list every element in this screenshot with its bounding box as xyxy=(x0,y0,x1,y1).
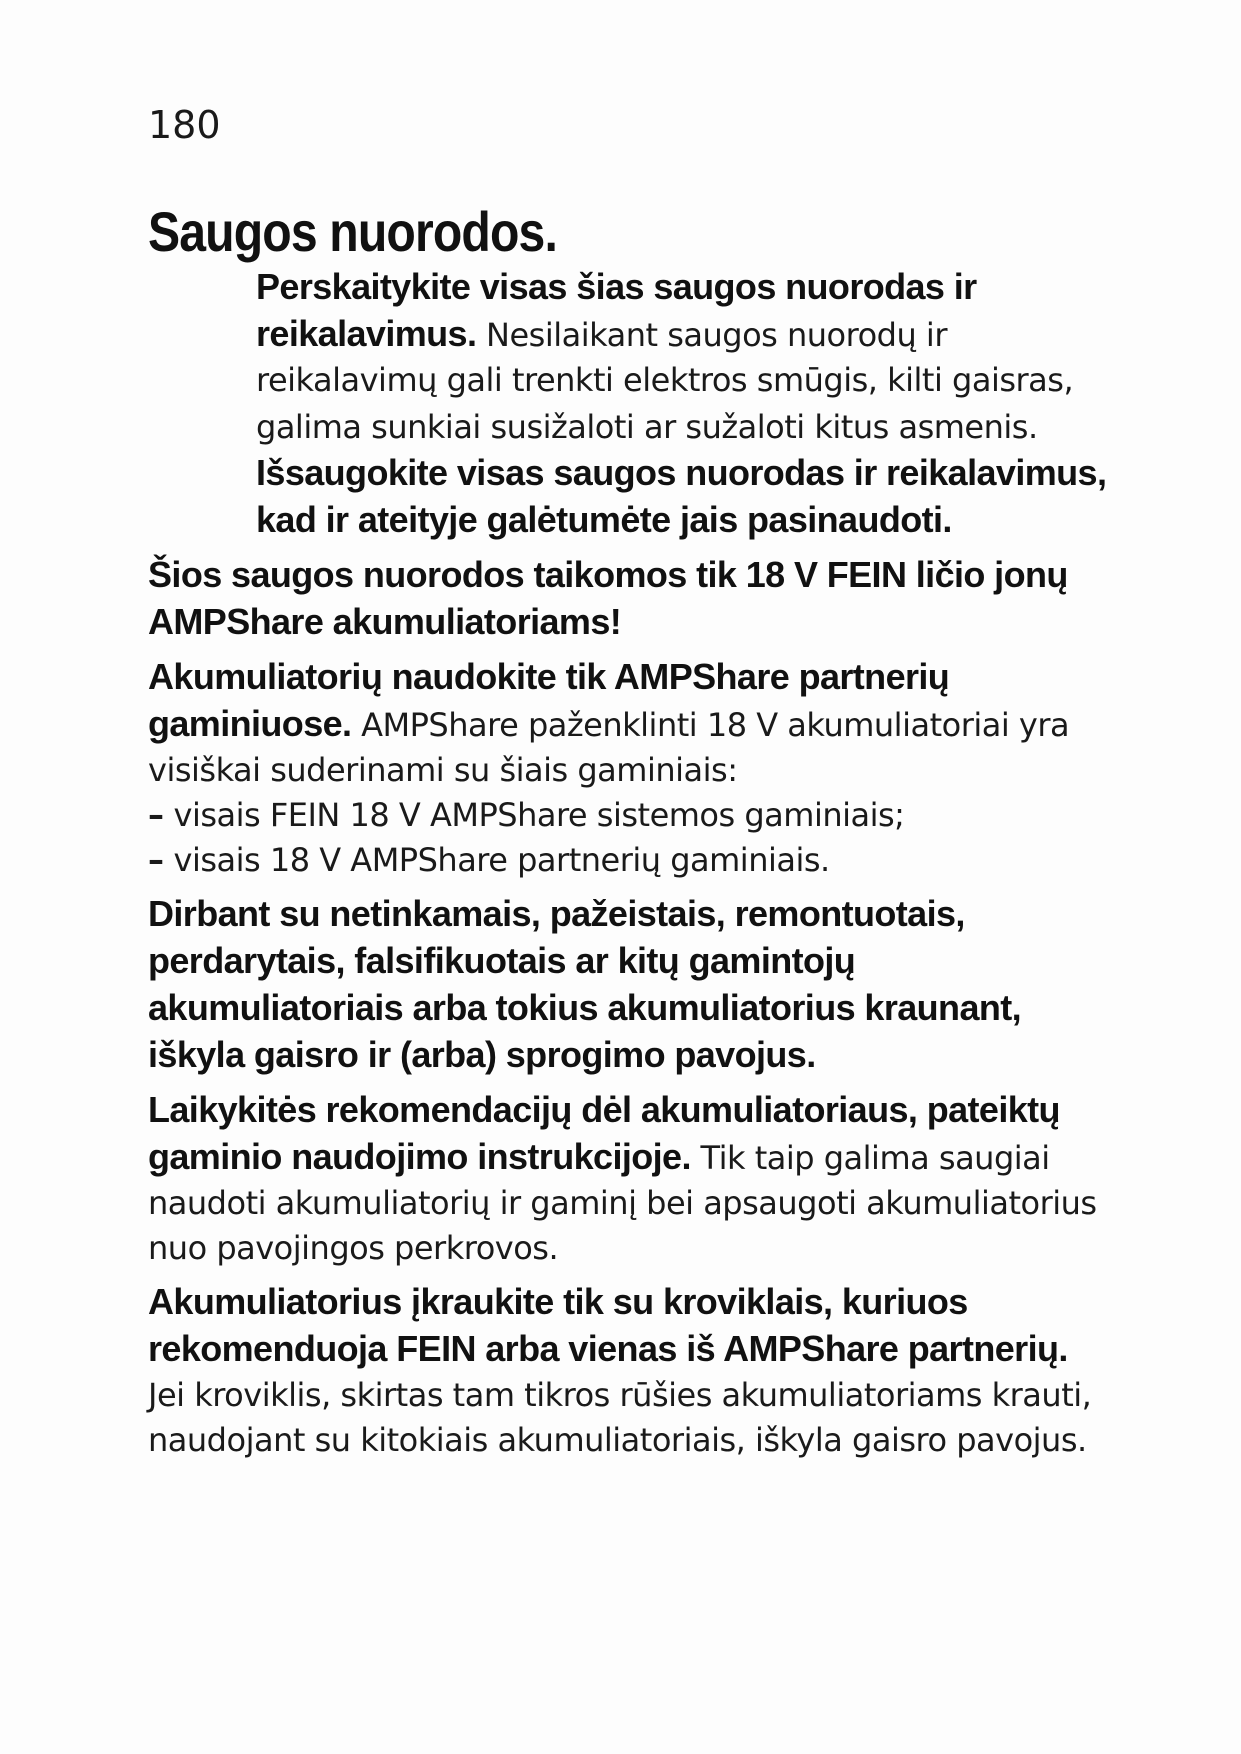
list-item-text: visais 18 V AMPShare partnerių gaminiais. xyxy=(173,841,830,879)
list-item xyxy=(148,838,1108,883)
dash-marker: – xyxy=(148,796,164,834)
compatible-products-list xyxy=(148,793,1108,883)
bold-text: Akumuliatorius įkraukite tik su kroviklais, kuriuos rekomenduoja FEIN arba vienas iš AMPShare partnerių. xyxy=(148,1281,1068,1369)
bold-text: Akumuliatorių naudokite tik AMPShare partnerių gaminiuose. xyxy=(148,656,950,744)
bold-text: Laikykitės rekomendacijų dėl akumuliatoriaus, pateiktų gaminio naudojimo instrukcijoje. xyxy=(148,1089,1060,1177)
page-number: 180 xyxy=(148,103,221,147)
body-text: Tik taip galima saugiai naudoti akumuliatorių ir gaminį bei apsaugoti akumuliatorius nuo pavojingos perkrovos. xyxy=(148,1139,1097,1267)
dash-marker: – xyxy=(148,841,164,879)
body-text: Nesilaikant saugos nuorodų ir reikalavimų gali trenkti elektros smūgis, kilti gaisras, galima sunkiai susižaloti ar sužaloti kitus asmenis. xyxy=(256,316,1074,446)
paragraph-unsuitable-batteries xyxy=(148,891,1108,1079)
paragraph-compatible-products xyxy=(148,654,1108,793)
page-title: Saugos nuorodos. xyxy=(148,200,557,263)
list-item-text: visais FEIN 18 V AMPShare sistemos gaminiais; xyxy=(173,796,905,834)
bold-text: Dirbant su netinkamais, pažeistais, remontuotais, perdarytais, falsifikuotais ar kitų gamintojų akumuliatoriais arba tokius akumuliatorius kraunant, iškyla gaisro ir (arba) sprogimo pavojus. xyxy=(148,893,1022,1075)
paragraph-recommendations xyxy=(148,1087,1108,1271)
paragraph-chargers xyxy=(148,1279,1108,1463)
body-text: Jei kroviklis, skirtas tam tikros rūšies akumuliatoriams krauti, naudojant su kitokiais akumuliatoriais, iškyla gaisro pavojus. xyxy=(148,1376,1092,1459)
safety-instructions xyxy=(148,264,1108,1471)
list-item xyxy=(148,793,1108,838)
paragraph-read-instructions xyxy=(148,264,1108,544)
body-text: AMPShare paženklinti 18 V akumuliatoriai yra visiškai suderinami su šiais gaminiais: xyxy=(148,706,1070,789)
bold-text: Perskaitykite visas šias saugos nuorodas ir reikalavimus. xyxy=(256,266,977,354)
bold-text: Šios saugos nuorodos taikomos tik 18 V FEIN ličio jonų AMPShare akumuliatoriams! xyxy=(148,554,1068,642)
bold-text: Išsaugokite visas saugos nuorodas ir reikalavimus, kad ir ateityje galėtumėte jais pasinaudoti. xyxy=(256,452,1107,540)
paragraph-scope xyxy=(148,552,1108,646)
